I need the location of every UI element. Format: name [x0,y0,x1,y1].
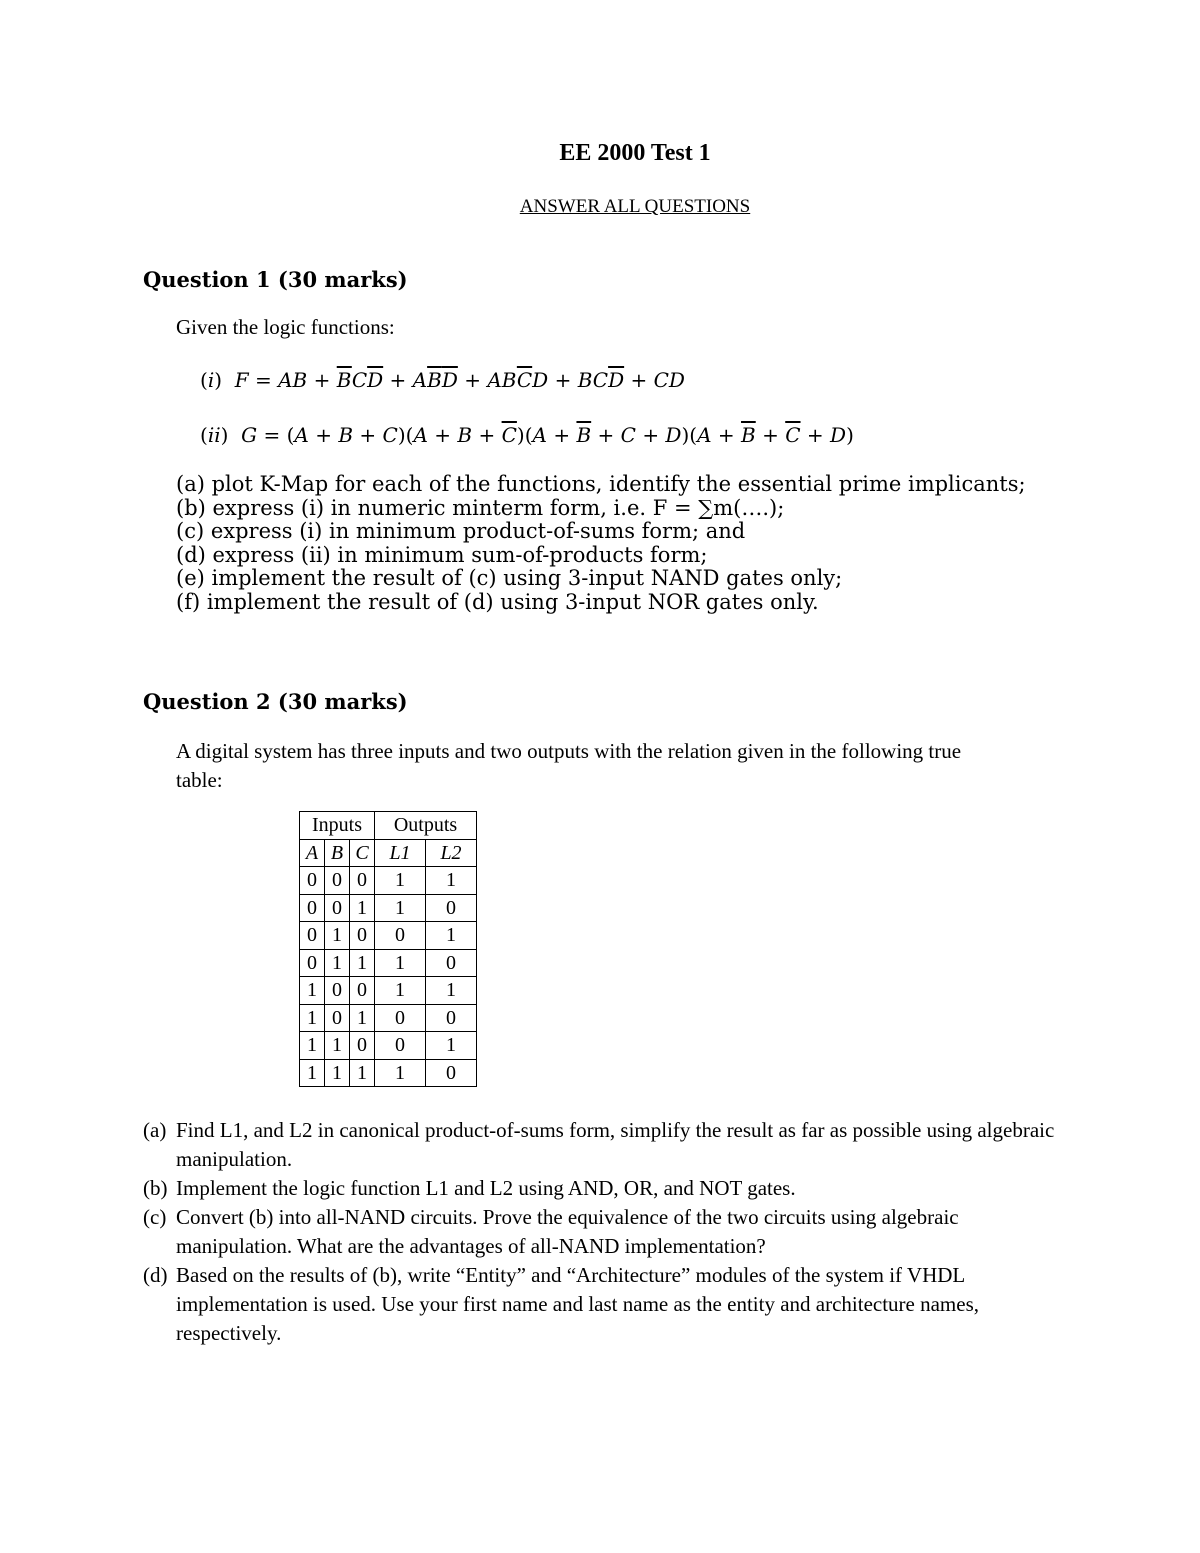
q2-part-c-text: Convert (b) into all-NAND circuits. Prove the equivalence of the two circuits using algebraic manipulation. What are the advantages of all-NAND implementation? [176,1205,959,1258]
table-cell: 0 [375,1032,426,1060]
table-row [300,922,477,950]
truth-table-header-a: A [300,839,325,867]
table-cell: 1 [375,894,426,922]
table-cell: 0 [325,1004,350,1032]
q1-part-d: (d) express (ii) in minimum sum-of-products form; [176,542,708,567]
table-row [300,949,477,977]
q1-part-e: (e) implement the result of (c) using 3-input NAND gates only; [176,566,843,590]
table-cell: 1 [350,894,375,922]
page-subtitle: ANSWER ALL QUESTIONS [519,196,751,217]
question-1-intro: Given the logic functions: [176,315,395,339]
table-row [300,867,477,895]
table-row [300,1032,477,1060]
q2-part-b-label: (b) [143,1176,168,1200]
truth-table-group-outputs: Outputs [375,812,477,840]
truth-table-body [300,867,477,1087]
table-row [300,894,477,922]
question-2-parts [143,1116,1068,1348]
page-title: EE 2000 Test 1 [559,140,711,166]
q2-part-a [143,1116,1068,1174]
q2-part-d [143,1261,1068,1348]
table-cell: 0 [300,949,325,977]
q1-part-c: (c) express (i) in minimum product-of-sums form; and [176,519,746,543]
truth-table-header-c: C [350,839,375,867]
q2-part-b [143,1174,1068,1203]
table-cell: 0 [350,867,375,895]
table-cell: 1 [300,977,325,1005]
table-cell: 1 [350,949,375,977]
q1-part-b: (b) express (i) in numeric minterm form, i.e. F = ∑m(….); [176,495,785,520]
table-cell: 1 [350,1059,375,1087]
table-cell: 1 [426,1032,477,1060]
function-ii: (ii) $G = (A + B + C)(A + B + \overline{C})(A + \overline{B} + C + D)(A + \overline{B} + \overline{C} + D)$ [200,423,854,447]
table-cell: 1 [375,949,426,977]
table-cell: 1 [426,922,477,950]
q2-part-d-text: Based on the results of (b), write “Entity” and “Architecture” modules of the system if VHDL implementation is used. Use your first name and last name as the entity and architecture names, respectively. [176,1263,980,1345]
table-cell: 0 [426,1004,477,1032]
q2-part-a-label: (a) [143,1118,167,1142]
truth-table-header-l1: L1 [375,839,426,867]
table-cell: 0 [426,894,477,922]
table-cell: 1 [300,1032,325,1060]
table-cell: 0 [350,1032,375,1060]
table-cell: 1 [325,1059,350,1087]
table-cell: 0 [325,977,350,1005]
table-cell: 1 [375,867,426,895]
table-cell: 1 [300,1059,325,1087]
q2-part-b-text: Implement the logic function L1 and L2 using AND, OR, and NOT gates. [176,1176,796,1200]
question-1-heading: Question 1 (30 marks) [143,267,408,292]
table-cell: 1 [426,977,477,1005]
table-cell: 1 [350,1004,375,1032]
truth-table [299,811,477,1087]
table-row [300,977,477,1005]
question-2-intro-line-1: A digital system has three inputs and two outputs with the relation given in the following true [176,739,962,763]
table-cell: 1 [300,1004,325,1032]
truth-table-header-l2: L2 [426,839,477,867]
q2-part-a-text: Find L1, and L2 in canonical product-of-sums form, simplify the result as far as possible using algebraic manipulation. [176,1118,1055,1171]
table-cell: 0 [426,1059,477,1087]
table-cell: 1 [426,867,477,895]
table-row [300,1004,477,1032]
q2-part-d-label: (d) [143,1263,168,1287]
truth-table-group-inputs: Inputs [300,812,375,840]
table-cell: 0 [300,867,325,895]
q2-part-c [143,1203,1068,1261]
table-cell: 0 [300,922,325,950]
question-1-parts [176,473,1026,614]
table-cell: 1 [325,922,350,950]
table-cell: 1 [325,949,350,977]
table-cell: 0 [325,894,350,922]
q1-part-f: (f) implement the result of (d) using 3-input NOR gates only. [176,589,819,614]
q1-part-a: (a) plot K-Map for each of the functions, identify the essential prime implicants; [176,472,1026,496]
question-2-heading: Question 2 (30 marks) [143,689,408,714]
truth-table-header-b: B [325,839,350,867]
table-cell: 0 [375,922,426,950]
table-cell: 0 [375,1004,426,1032]
table-cell: 1 [375,977,426,1005]
q2-part-c-label: (c) [143,1205,167,1229]
table-cell: 0 [325,867,350,895]
table-cell: 1 [325,1032,350,1060]
question-2-intro-line-2: table: [176,768,223,792]
table-cell: 0 [300,894,325,922]
table-cell: 0 [350,922,375,950]
table-cell: 0 [350,977,375,1005]
question-2-intro [176,737,1076,795]
function-i: (i) F = AB + $\overline{B}C\overline{D} + A\overline{B}\overline{D} + AB\overline{C}D + BC\overline{D}$ + CD [200,368,685,392]
table-cell: 0 [426,949,477,977]
table-row [300,1059,477,1087]
table-cell: 1 [375,1059,426,1087]
